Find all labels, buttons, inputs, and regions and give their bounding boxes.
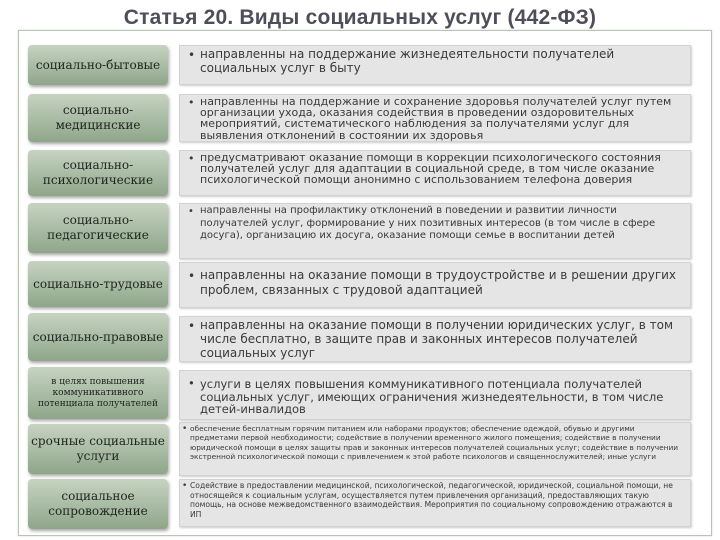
category-communicative-potential xyxy=(28,367,168,419)
category-socially-pedagogical xyxy=(28,203,168,253)
category-label: социальное сопровождение xyxy=(48,489,148,518)
category-label: социально-бытовые xyxy=(35,57,161,72)
description-text: направленны на оказание помощи в получении юридических услуг, в том числе бесплатно, в защите прав и законных интересов получателей социальных услуг xyxy=(200,318,674,360)
category-label: в целях повышения коммуникативного потенциала получателей xyxy=(38,376,158,409)
category-urgent-services xyxy=(28,424,168,474)
bullet-marker: • xyxy=(188,206,194,217)
bullet-marker: • xyxy=(182,424,188,434)
bullet-marker: • xyxy=(188,376,195,390)
category-socially-psychological xyxy=(28,150,168,196)
category-socially-household xyxy=(28,45,168,85)
description-text: предусматривают оказание помощи в коррекции психологического состояния получателей услуг для адаптации в социальной среде, в том числе оказание психологической помощи анонимно с использованием телефона доверия xyxy=(200,151,661,187)
bullet-marker: • xyxy=(188,48,196,62)
page-title: Статья 20. Виды социальных услуг (442-ФЗ) xyxy=(123,6,597,29)
description-socially-legal xyxy=(179,316,691,362)
bullet-marker: • xyxy=(182,481,188,491)
description-text: направленны на поддержание и сохранение здоровья получателей услуг путем организации ухода, оказания содействия в проведении оздоровительных мероприятий, систематического наблюдения за получателями услуг для выявления отклонений в состоянии их здоровья xyxy=(200,95,672,142)
category-socially-labor xyxy=(28,261,168,307)
description-text: направленны на поддержание жизнедеятельности получателей социальных услуг в быту xyxy=(200,47,615,75)
bullet-marker: • xyxy=(188,152,195,165)
bullet-marker: • xyxy=(188,319,196,333)
description-text: направленны на оказание помощи в трудоустройстве и в решении других проблем, связанных с трудовой адаптацией xyxy=(200,268,677,297)
category-label: социально-медицинские xyxy=(55,103,141,132)
category-socially-medical xyxy=(28,94,168,142)
description-text: услуги в целях повышения коммуникативного потенциала получателей социальных услуг, имеющих ограничения жизнедеятельности, в том числе детей-инвалидов xyxy=(200,377,664,416)
description-social-support xyxy=(179,479,691,527)
category-label: социально-правовые xyxy=(32,329,164,344)
description-socially-pedagogical xyxy=(179,203,691,259)
bullet-marker: • xyxy=(188,96,195,109)
description-socially-medical xyxy=(179,94,691,142)
description-communicative-potential xyxy=(179,370,691,420)
description-urgent-services xyxy=(179,422,691,476)
description-socially-psychological xyxy=(179,150,691,196)
description-text: Содействие в предоставлении медицинской, психологической, педагогической, юридической, социальной помощи, не относящейся к социальным услугам, осуществляется путем привлечения организаций, предоставляющих такую помощь, на основе межведомственного взаимодействия. Мероприятия по социальному сопровождению отражаются в ИП xyxy=(190,481,673,519)
category-socially-legal xyxy=(28,313,168,361)
category-label: социально-трудовые xyxy=(33,276,163,291)
description-socially-labor xyxy=(179,262,691,308)
category-label: социально-психологические xyxy=(42,158,154,187)
category-label: срочные социальные услуги xyxy=(31,434,165,463)
category-label: социально-педагогические xyxy=(47,213,149,242)
description-text: обеспечение бесплатным горячим питанием или наборами продуктов; обеспечение одеждой, обувью и другими предметами первой необходимости; содействие в получении временного жилого помещения; содействие в получении юридической помощи в целях защиты прав и законных интересов получателей социальных услуг; содействие в получении экстренной психологической помощи с привлечением к этой работе психологов и священнослужителей; иные услуги xyxy=(190,424,679,461)
category-social-support xyxy=(28,479,168,529)
description-socially-household xyxy=(179,45,691,85)
bullet-marker: • xyxy=(188,269,196,283)
description-text: направленны на профилактику отклонений в поведении и развитии личности получателей услуг, формирование у них позитивных интересов (в том числе в сфере досуга), организацию их досуга, оказание помощи семье в воспитании детей xyxy=(200,205,656,241)
